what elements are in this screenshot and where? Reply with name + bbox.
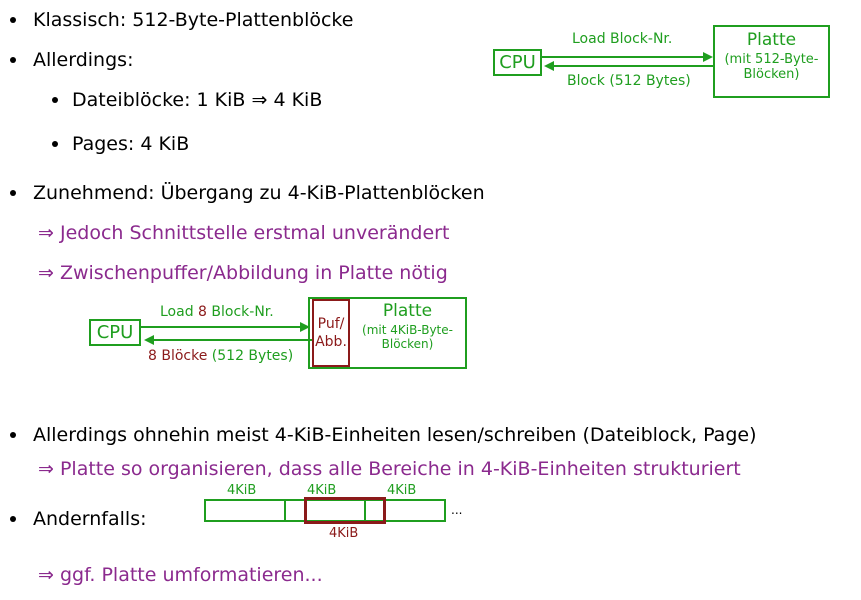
abb-label: Abb. [315, 334, 347, 350]
bullet-pages: Pages: 4 KiB [72, 133, 190, 155]
kib-label-3: 4KiB [387, 483, 417, 498]
misaligned-block [304, 497, 386, 524]
platte-title: Platte [746, 30, 797, 50]
blocks-8-size: (512 Bytes) [207, 348, 294, 364]
implies-organisieren: ⇒ Platte so organisieren, dass alle Bereiche in 4-KiB-Einheiten strukturiert [38, 458, 741, 480]
platte-sub2: Blöcken) [743, 67, 800, 82]
arrow-load8-head [300, 322, 310, 332]
implies-schnittstelle: ⇒ Jedoch Schnittstelle erstmal unverändert [38, 222, 450, 244]
platte-title-2: Platte [382, 301, 433, 321]
load-8-prefix: Load [160, 304, 199, 320]
implies-umformatieren: ⇒ ggf. Platte umformatieren... [38, 564, 323, 586]
kib-label-2: 4KiB [307, 483, 337, 498]
platte-sub1-2: (mit 4KiB-Byte- [362, 323, 453, 337]
load-block-label: Load Block-Nr. [572, 31, 673, 47]
bullet-dot [10, 516, 16, 522]
bullet-dateibloecke: Dateiblöcke: 1 KiB ⇒ 4 KiB [72, 89, 323, 111]
kib-label-1: 4KiB [227, 483, 257, 498]
bullet-ohnehin: Allerdings ohnehin meist 4-KiB-Einheiten lesen/schreiben (Dateiblock, Page) [33, 424, 757, 446]
cpu-label: CPU [499, 52, 536, 73]
arrow-blocks8-head [144, 335, 154, 345]
cpu-label-2: CPU [96, 322, 134, 343]
blocks-8-count: 8 Blöcke [148, 348, 208, 364]
load-8-count: 8 [198, 304, 207, 320]
bullet-classic: Klassisch: 512-Byte-Plattenblöcke [33, 9, 354, 31]
implies-zwischenpuffer: ⇒ Zwischenpuffer/Abbildung in Platte nötig [38, 262, 448, 284]
load-8-suffix: Block-Nr. [206, 304, 274, 320]
bullet-andernfalls: Andernfalls: [33, 508, 147, 530]
puf-label: Puf/ [317, 316, 345, 332]
bullet-allerdings: Allerdings: [33, 49, 134, 71]
platte-sub2-2: Blöcken) [381, 337, 434, 351]
platte-sub1: (mit 512-Byte- [724, 52, 819, 67]
bullet-zunehmend: Zunehmend: Übergang zu 4-KiB-Plattenblöcken [33, 182, 485, 204]
bullet-dot [10, 432, 16, 438]
ellipsis: ... [451, 503, 463, 517]
kib-label-bottom: 4KiB [329, 526, 359, 541]
disk-block-1 [204, 499, 286, 522]
block-512-label: Block (512 Bytes) [567, 73, 691, 89]
